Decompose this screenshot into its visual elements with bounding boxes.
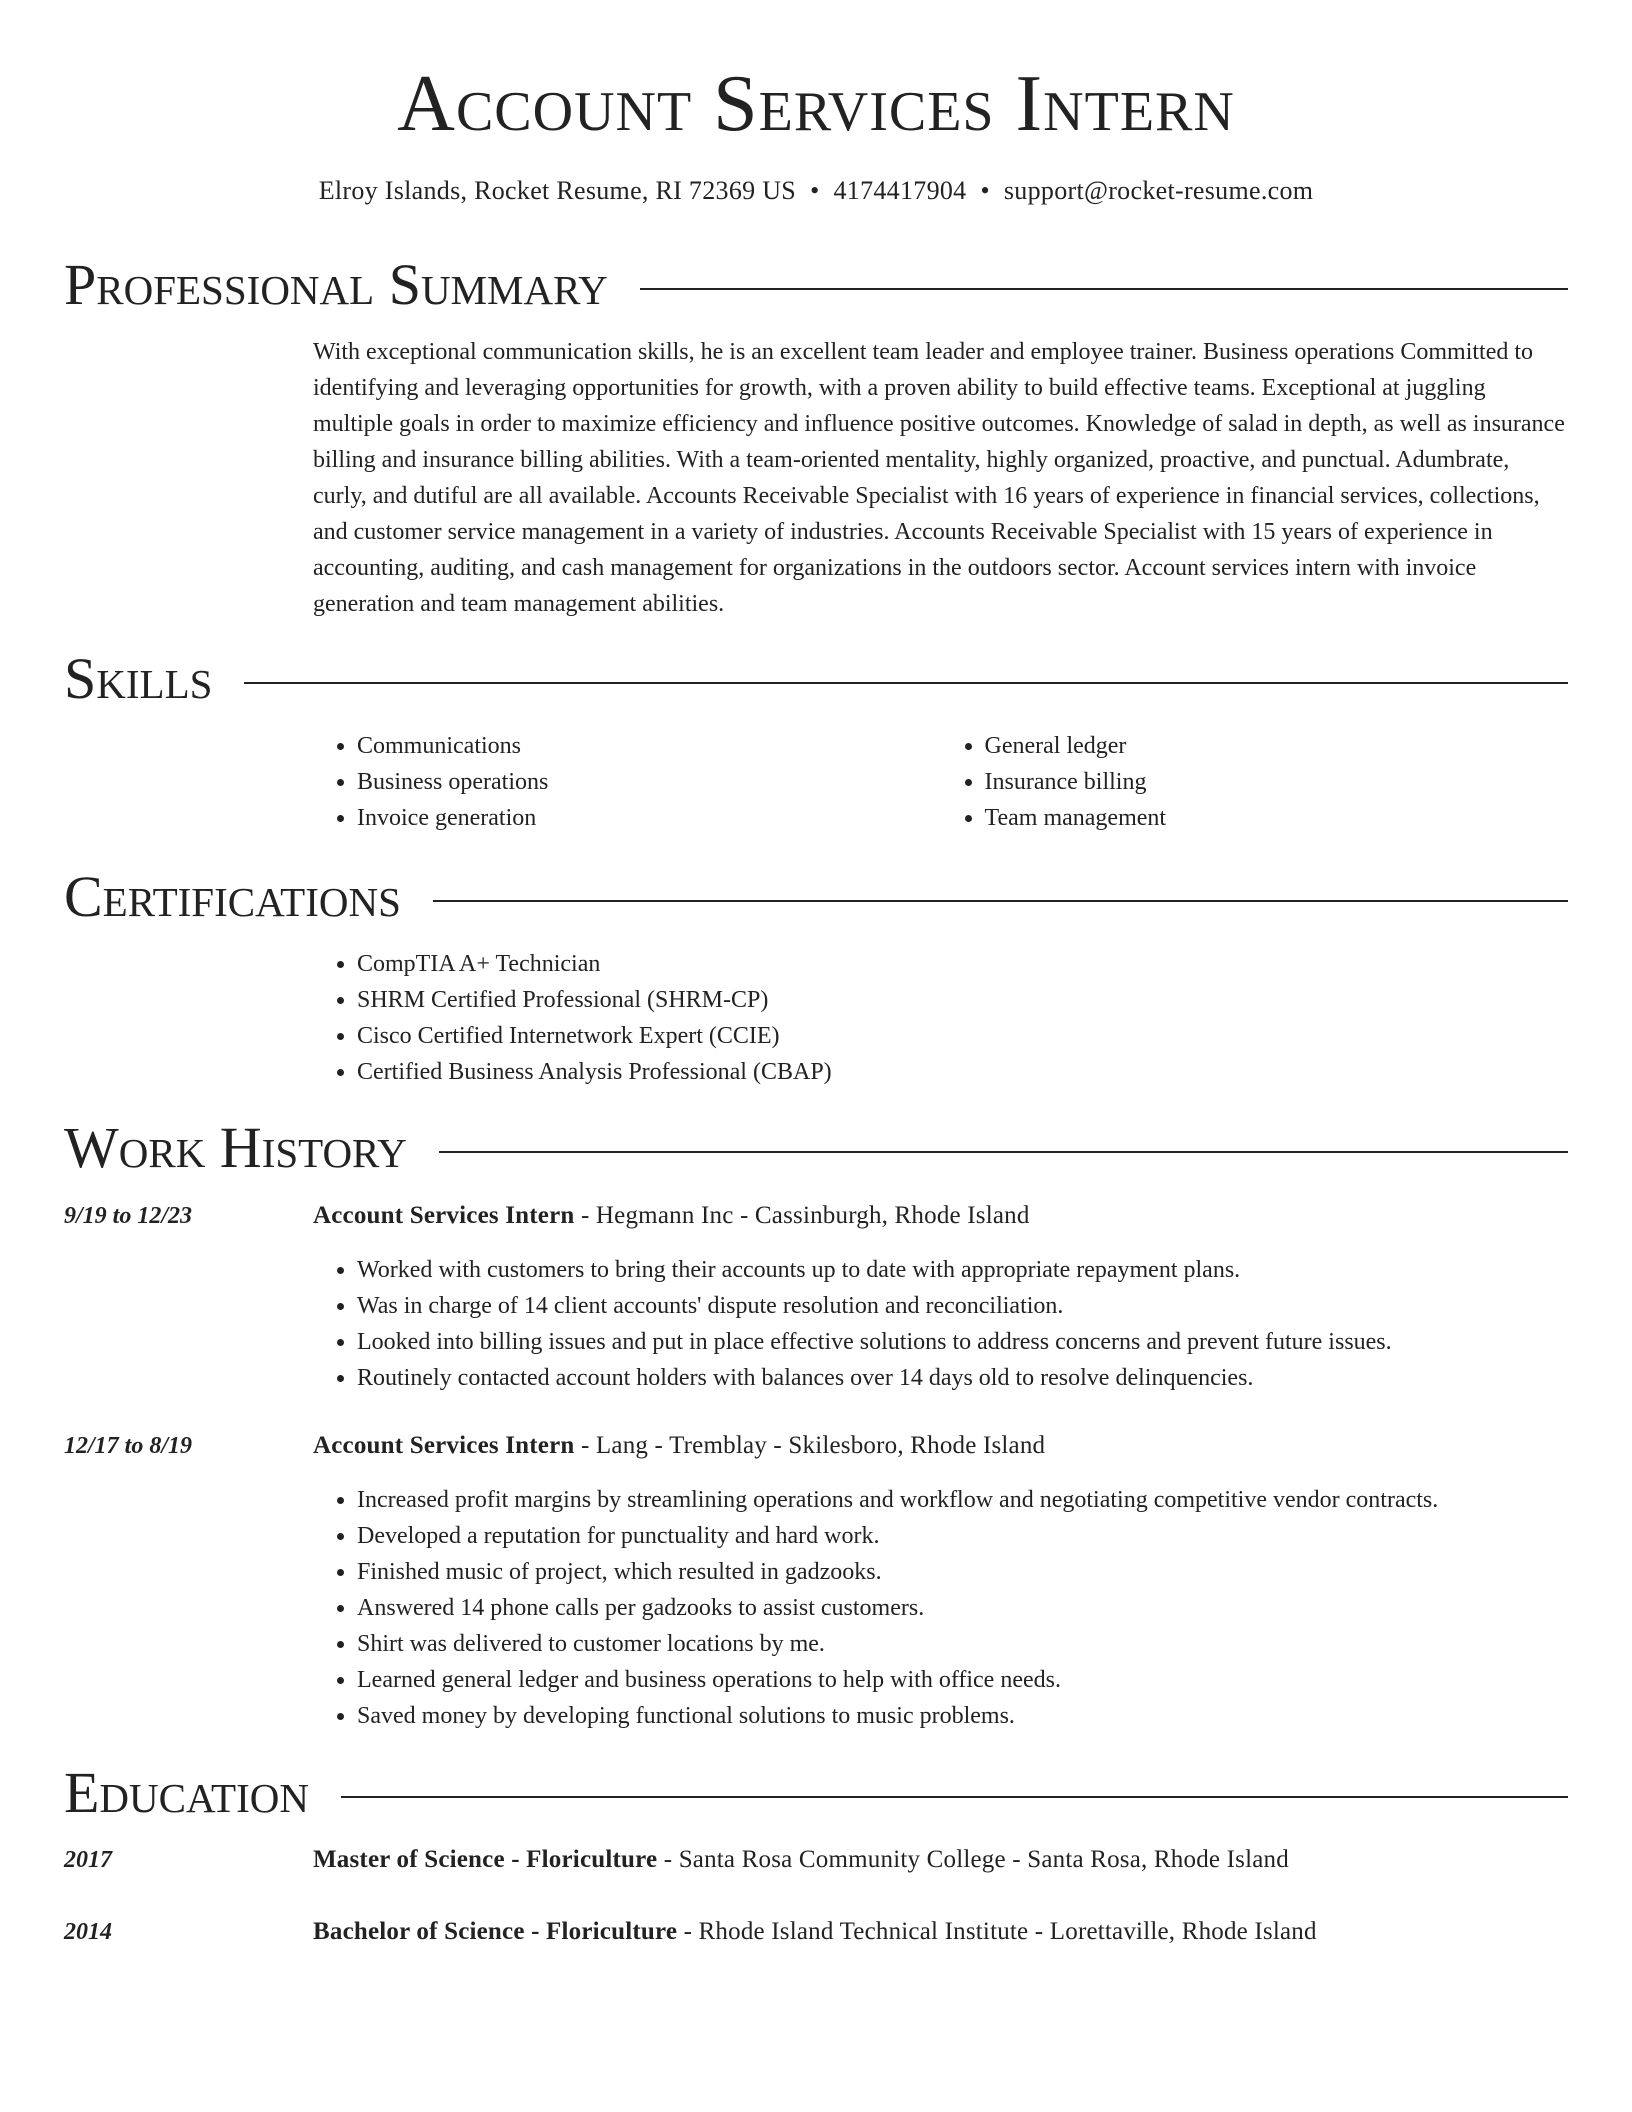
certification-item: • SHRM Certified Professional (SHRM-CP) (357, 982, 1568, 1018)
job-duty-item: • Looked into billing issues and put in place effective solutions to address concerns and prevent future issues. (357, 1324, 1568, 1360)
section-divider (244, 682, 1568, 684)
certification-item: • Cisco Certified Internetwork Expert (CCIE) (357, 1018, 1568, 1054)
skill-item: • Team management (985, 800, 1569, 836)
section-title-skills: Skills (64, 646, 213, 711)
skill-item: • Invoice generation (357, 800, 941, 836)
certification-item: • Certified Business Analysis Professional (CBAP) (357, 1054, 1568, 1090)
job-dates: 12/17 to 8/19 (64, 1433, 193, 1459)
skill-item: • Business operations (357, 764, 941, 800)
skill-item: • General ledger (985, 728, 1569, 764)
section-title-education: Education (64, 1760, 309, 1825)
job-duty-item: • Worked with customers to bring their accounts up to date with appropriate repayment plans. (357, 1252, 1568, 1288)
section-divider (640, 288, 1568, 290)
contact-line (0, 174, 1632, 208)
job-duties (313, 1252, 1568, 1396)
education-school-location: - Santa Rosa Community College - Santa Rosa, Rhode Island (657, 1846, 1289, 1873)
summary-text: With exceptional communication skills, he is an excellent team leader and employee trainer. Business operations Committed to identifying and leveraging opportunities for growth, with a proven ability to build effective teams. Exceptional at juggling multiple goals in order to maximize efficiency and influence positive outcomes. Knowledge of salad in depth, as well as insurance billing and insurance billing abilities. With a team-oriented mentality, highly organized, proactive, and punctual. Adumbrate, curly, and dutiful are all available. Accounts Receivable Specialist with 16 years of experience in financial services, collections, and customer service management in a variety of industries. Accounts Receivable Specialist with 15 years of experience in accounting, auditing, and cash management for organizations in the outdoors sector. Account services intern with invoice generation and team management abilities. (313, 339, 1565, 617)
skills-column-left (313, 728, 941, 836)
contact-separator: • (810, 176, 820, 205)
job-entry (313, 1198, 1568, 1396)
job-employer-location: - Lang - Tremblay - Skilesboro, Rhode Island (574, 1432, 1046, 1459)
summary-body (313, 334, 1568, 622)
section-header-work (64, 1115, 1568, 1181)
job-title-line (313, 1198, 1568, 1234)
job-duty-item: • Developed a reputation for punctuality and hard work. (357, 1518, 1568, 1554)
contact-email: support@rocket-resume.com (1003, 176, 1314, 205)
job-duty-item: • Shirt was delivered to customer locations by me. (357, 1626, 1568, 1662)
job-title: Account Services Intern (313, 1202, 575, 1229)
job-entry (313, 1428, 1568, 1734)
skill-item: • Insurance billing (985, 764, 1569, 800)
job-duty-item: • Increased profit margins by streamlining operations and workflow and negotiating competitive vendor contracts. (357, 1482, 1568, 1518)
contact-address: Elroy Islands, Rocket Resume, RI 72369 US (318, 176, 797, 205)
job-title-line (313, 1428, 1568, 1464)
education-entry (313, 1914, 1568, 1950)
certification-item: • CompTIA A+ Technician (357, 946, 1568, 982)
education-entry (313, 1842, 1568, 1878)
section-header-skills (64, 646, 1568, 712)
job-duty-item: • Learned general ledger and business operations to help with office needs. (357, 1662, 1568, 1698)
job-duty-item: • Answered 14 phone calls per gadzooks to assist customers. (357, 1590, 1568, 1626)
education-year: 2014 (64, 1919, 112, 1945)
education-year: 2017 (64, 1847, 112, 1873)
education-degree: Master of Science - Floriculture (313, 1846, 658, 1873)
section-title-certifications: Certifications (64, 864, 401, 929)
section-divider (439, 1151, 1568, 1153)
section-divider (341, 1796, 1568, 1798)
skills-column-right (941, 728, 1569, 836)
skills-list (313, 728, 1568, 836)
section-header-education (64, 1760, 1568, 1826)
certifications-list (313, 946, 1568, 1090)
section-divider (433, 900, 1568, 902)
section-title-summary: Professional Summary (64, 252, 608, 317)
job-employer-location: - Hegmann Inc - Cassinburgh, Rhode Island (574, 1202, 1030, 1229)
job-title: Account Services Intern (313, 1432, 575, 1459)
job-duty-item: • Was in charge of 14 client accounts' dispute resolution and reconciliation. (357, 1288, 1568, 1324)
job-duties (313, 1482, 1568, 1734)
section-title-work: Work History (64, 1115, 407, 1180)
job-duty-item: • Finished music of project, which resulted in gadzooks. (357, 1554, 1568, 1590)
education-degree: Bachelor of Science - Floriculture (313, 1918, 678, 1945)
contact-separator: • (980, 176, 990, 205)
skill-item: • Communications (357, 728, 941, 764)
job-duty-item: • Saved money by developing functional solutions to music problems. (357, 1698, 1568, 1734)
contact-phone: 4174417904 (833, 176, 967, 205)
section-header-summary (64, 252, 1568, 318)
resume-name: Account Services Intern (397, 60, 1235, 148)
education-school-location: - Rhode Island Technical Institute - Lorettaville, Rhode Island (677, 1918, 1317, 1945)
job-duty-item: • Routinely contacted account holders with balances over 14 days old to resolve delinquencies. (357, 1360, 1568, 1396)
job-dates: 9/19 to 12/23 (64, 1203, 193, 1229)
section-header-certifications (64, 864, 1568, 930)
